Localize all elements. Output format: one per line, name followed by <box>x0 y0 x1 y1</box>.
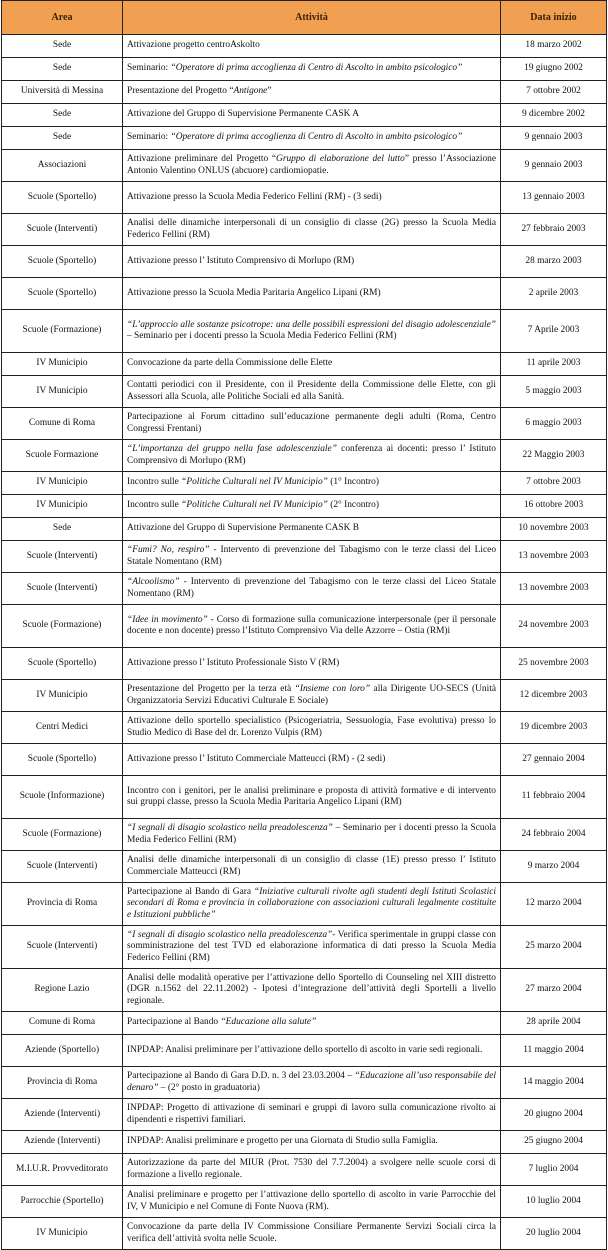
activity-text: “Iniziative culturali rivolte agli studenti degli Istituti Scolastici secondari di Roma e provincia in collaborazione con associazioni culturali legalmente costituite e Istituzioni pubbliche” <box>127 887 497 920</box>
cell-activity <box>123 376 501 408</box>
cell-activity <box>123 58 501 81</box>
cell-activity <box>123 81 501 104</box>
cell-area: Aziende (Interventi) <box>2 1131 123 1154</box>
cell-activity <box>123 605 501 648</box>
activity-text: Contatti periodici con il Presidente, con il Presidente della Commissione delle Elette, con gli Assessori alla Scuola, alle Politiche Sociali ed alla Sanità. <box>127 380 496 402</box>
cell-area: Scuole (Sportello) <box>2 744 123 776</box>
cell-activity <box>123 776 501 819</box>
cell-activity <box>123 680 501 712</box>
cell-area: Sede <box>2 518 123 541</box>
cell-area: Provincia di Roma <box>2 883 123 926</box>
cell-date: 24 febbraio 2004 <box>501 819 607 851</box>
cell-area: IV Municipio <box>2 495 123 518</box>
activity-text: Attivazione dello sportello specialistico (Psicogeriatria, Sessuologia, Fase evolutiva) presso lo Studio Medico di Base del dr. Lorenzo Vulpis (RM) <box>127 716 496 738</box>
cell-activity <box>123 1131 501 1154</box>
table-body <box>2 35 607 1250</box>
cell-area: Comune di Roma <box>2 1012 123 1035</box>
activity-text: INPDAP: Progetto di attivazione di seminari e gruppi di lavoro sulla comunicazione rivolto ai dipendenti e rispettivi familiari. <box>127 1103 496 1125</box>
cell-area: IV Municipio <box>2 680 123 712</box>
cell-date: 24 novembre 2003 <box>501 605 607 648</box>
activity-text: Gruppo di elaborazione del lutto <box>276 154 405 165</box>
cell-date: 6 maggio 2003 <box>501 408 607 440</box>
activity-text: – (2° posto in graduatoria) <box>158 1082 260 1093</box>
activity-text: “Politiche Culturali nel IV Municipio” <box>181 477 328 488</box>
activity-text: Autorizzazione da parte del MIUR (Prot. 7530 del 7.7.2004) a svolgere nelle scuole corsi di formazione a livello regionale. <box>127 1158 496 1180</box>
activity-text: Convocazione da parte della Commissione delle Elette <box>127 358 333 369</box>
activity-text: Analisi delle dinamiche interpersonali di un consiglio di classe (1E) presso presso l’ Istituto Commerciale Matteucci (RM) <box>127 855 496 877</box>
cell-area: Scuole (Sportello) <box>2 648 123 680</box>
cell-activity <box>123 541 501 573</box>
activity-text: Attivazione presso l’ Istituto Professionale Sisto V (RM) <box>127 657 340 668</box>
table-row <box>2 495 607 518</box>
cell-date: 9 dicembre 2002 <box>501 104 607 127</box>
cell-activity <box>123 353 501 376</box>
cell-area: Scuole (Informazione) <box>2 776 123 819</box>
activity-text: “Operatore di prima accoglienza di Centro di Ascolto in ambito psicologico” <box>170 63 463 74</box>
activity-text: – Seminario per i docenti presso la Scuola Media Federico Fellini (RM) <box>127 331 397 341</box>
activity-text: - Corso di formazione sulla comunicazione interpersonale (per il personale docente e non docente) presso l’Istituto Comprensivo Via delle Azzorre – Ostia (RM)i <box>127 614 496 636</box>
table-row <box>2 1099 607 1131</box>
table-row <box>2 573 607 605</box>
cell-area: Scuole (Sportello) <box>2 182 123 214</box>
table-row <box>2 1035 607 1067</box>
table-row <box>2 712 607 744</box>
table-row <box>2 648 607 680</box>
table-row <box>2 104 607 127</box>
table-row <box>2 81 607 104</box>
table-row <box>2 182 607 214</box>
table-row <box>2 150 607 182</box>
activity-text: - Verifica sperimentale in gruppi classe con somministrazione del test TVD ed elaborazione informatica di dati presso la Scuola Media Federico Fellini (RM) <box>127 930 496 963</box>
cell-date: 20 giugno 2004 <box>501 1099 607 1131</box>
activity-text: Attivazione presso la Scuola Media Paritaria Angelico Lipani (RM) <box>127 287 381 298</box>
cell-area: Scuole (Interventi) <box>2 926 123 969</box>
cell-date: 7 Aprile 2003 <box>501 310 607 353</box>
table-row <box>2 1131 607 1154</box>
activity-text: Attivazione progetto centroAskolto <box>127 40 260 51</box>
activity-text: Attivazione presso l’ Istituto Comprensivo di Morlupo (RM) <box>127 255 355 266</box>
table-row <box>2 35 607 58</box>
activity-text: Incontro sulle <box>127 500 182 511</box>
cell-activity <box>123 1067 501 1099</box>
cell-activity <box>123 1035 501 1067</box>
activity-text: Attivazione presso la Scuola Media Federico Fellini (RM) - (3 sedi) <box>127 191 382 202</box>
table-row <box>2 851 607 883</box>
activity-text: ” presso l’Associazione Antonio Valentino ONLUS (abcuore) cardiomiopatie. <box>127 154 497 176</box>
cell-date: 28 aprile 2004 <box>501 1012 607 1035</box>
activity-text: Presentazione del Progetto “ <box>127 86 234 97</box>
table-row <box>2 214 607 246</box>
activity-text: “I segnali di disagio scolastico nella preadolescenza” <box>127 930 333 941</box>
cell-date: 9 gennaio 2003 <box>501 150 607 182</box>
cell-date: 13 novembre 2003 <box>501 541 607 573</box>
cell-area: Aziende (Interventi) <box>2 1099 123 1131</box>
cell-date: 14 maggio 2004 <box>501 1067 607 1099</box>
cell-date: 12 marzo 2004 <box>501 883 607 926</box>
cell-activity <box>123 127 501 150</box>
table-row <box>2 969 607 1012</box>
cell-date: 27 gennaio 2004 <box>501 744 607 776</box>
cell-activity <box>123 573 501 605</box>
table-row <box>2 605 607 648</box>
header-date: Data inizio <box>501 1 607 35</box>
cell-date: 7 ottobre 2003 <box>501 472 607 495</box>
table-row <box>2 1154 607 1186</box>
cell-date: 25 novembre 2003 <box>501 648 607 680</box>
cell-area: Sede <box>2 104 123 127</box>
table-row <box>2 58 607 81</box>
cell-area: Parrocchie (Sportello) <box>2 1186 123 1218</box>
activity-text: “Educazione alla salute” <box>220 1017 317 1028</box>
cell-area: Scuole (Formazione) <box>2 310 123 353</box>
cell-area: Scuole (Interventi) <box>2 573 123 605</box>
cell-date: 7 luglio 2004 <box>501 1154 607 1186</box>
cell-date: 9 marzo 2004 <box>501 851 607 883</box>
cell-area: Scuole Formazione <box>2 440 123 472</box>
cell-area: Comune di Roma <box>2 408 123 440</box>
table-row <box>2 926 607 969</box>
activity-text: Seminario: <box>127 132 171 143</box>
activity-text: Presentazione del Progetto per la terza età <box>127 684 295 695</box>
table-header-row <box>2 1 607 35</box>
cell-activity <box>123 1012 501 1035</box>
cell-area: Provincia di Roma <box>2 1067 123 1099</box>
cell-area: IV Municipio <box>2 376 123 408</box>
header-area: Area <box>2 1 123 35</box>
cell-date: 22 Maggio 2003 <box>501 440 607 472</box>
cell-area: Scuole (Sportello) <box>2 246 123 278</box>
table-row <box>2 1186 607 1218</box>
cell-date: 20 luglio 2004 <box>501 1218 607 1250</box>
activity-text: Partecipazione al Bando <box>127 1017 221 1028</box>
cell-activity <box>123 150 501 182</box>
activity-text: Analisi preliminare e progetto per l’attivazione dello sportello di ascolto in varie Parrocchie del IV, V Municipio e nel Comune di Fonte Nuova (RM). <box>127 1190 496 1212</box>
cell-area: IV Municipio <box>2 353 123 376</box>
activity-text: “Educazione all’uso responsabile del denaro” <box>127 1071 496 1093</box>
activity-text: Partecipazione al Forum cittadino sull’educazione permanente degli adulti (Roma, Centro Congressi Frentani) <box>127 412 496 434</box>
cell-activity <box>123 495 501 518</box>
table-row <box>2 1012 607 1035</box>
cell-area: Scuole (Interventi) <box>2 541 123 573</box>
activity-table <box>1 0 607 1250</box>
cell-activity <box>123 712 501 744</box>
activity-text: “I segnali di disagio scolastico nella preadolescenza” <box>127 823 333 834</box>
table-row <box>2 353 607 376</box>
cell-area: Scuole (Formazione) <box>2 819 123 851</box>
cell-area: Centri Medici <box>2 712 123 744</box>
table-row <box>2 744 607 776</box>
table-row <box>2 1218 607 1250</box>
cell-area: Sede <box>2 35 123 58</box>
cell-date: 10 novembre 2003 <box>501 518 607 541</box>
cell-activity <box>123 278 501 310</box>
cell-activity <box>123 246 501 278</box>
activity-text: – Seminario per i docenti presso la Scuola Media Federico Fellini (RM) <box>127 823 496 845</box>
table-row <box>2 680 607 712</box>
table-row <box>2 278 607 310</box>
cell-date: 27 marzo 2004 <box>501 969 607 1012</box>
cell-date: 5 maggio 2003 <box>501 376 607 408</box>
cell-activity <box>123 35 501 58</box>
activity-text: Antigone <box>233 86 268 97</box>
cell-activity <box>123 1154 501 1186</box>
header-activity: Attività <box>123 1 501 35</box>
cell-activity <box>123 104 501 127</box>
table-row <box>2 1067 607 1099</box>
table-row <box>2 376 607 408</box>
cell-date: 10 luglio 2004 <box>501 1186 607 1218</box>
activity-text: Incontro sulle <box>127 477 182 488</box>
cell-area: IV Municipio <box>2 472 123 495</box>
table-row <box>2 819 607 851</box>
cell-date: 13 gennaio 2003 <box>501 182 607 214</box>
cell-date: 11 febbraio 2004 <box>501 776 607 819</box>
cell-area: Regione Lazio <box>2 969 123 1012</box>
cell-date: 9 gennaio 2003 <box>501 127 607 150</box>
cell-activity <box>123 310 501 353</box>
cell-area: Associazioni <box>2 150 123 182</box>
cell-activity <box>123 744 501 776</box>
activity-text: Attivazione presso l’ Istituto Commerciale Matteucci (RM) - (2 sedi) <box>127 753 386 764</box>
activity-text: - Intervento di prevenzione del Tabagismo con le terze classi del Liceo Statale Nomentano (RM) <box>127 577 496 599</box>
cell-activity <box>123 408 501 440</box>
cell-activity <box>123 648 501 680</box>
cell-activity <box>123 518 501 541</box>
cell-date: 25 giugno 2004 <box>501 1131 607 1154</box>
table-row <box>2 472 607 495</box>
table-row <box>2 541 607 573</box>
cell-activity <box>123 440 501 472</box>
activity-text: Incontro con i genitori, per le analisi preliminare e proposta di attività formative e di intervento sui gruppi classe, presso la Scuola Media Paritaria Angelico Lipani (RM) <box>127 785 496 807</box>
cell-date: 19 dicembre 2003 <box>501 712 607 744</box>
activity-text: conferenza ai docenti: presso l’ Istituto Comprensivo di Morlupo (RM) <box>127 444 496 466</box>
cell-date: 18 marzo 2002 <box>501 35 607 58</box>
cell-area: Scuole (Interventi) <box>2 851 123 883</box>
cell-activity <box>123 926 501 969</box>
activity-text: “Idee in movimento” <box>127 614 208 625</box>
cell-activity <box>123 1218 501 1250</box>
table-row <box>2 408 607 440</box>
table-row <box>2 518 607 541</box>
cell-date: 7 ottobre 2002 <box>501 81 607 104</box>
cell-activity <box>123 1099 501 1131</box>
activity-text: INPDAP: Analisi preliminare e progetto per una Giornata di Studio sulla Famiglia. <box>127 1136 438 1147</box>
cell-date: 27 febbraio 2003 <box>501 214 607 246</box>
cell-area: Scuole (Interventi) <box>2 214 123 246</box>
activity-text: alla Dirigente UO-SECS (Unità Organizzatoria Servizi Educativi Culturale E Sociale) <box>127 684 496 706</box>
cell-date: 19 giugno 2002 <box>501 58 607 81</box>
cell-date: 11 aprile 2003 <box>501 353 607 376</box>
cell-area: IV Municipio <box>2 1218 123 1250</box>
activity-text: Analisi delle modalità operative per l’attivazione dello Sportello di Counseling nel XIII distretto (DGR n.1562 del 22.11.2002) - Ipotesi d’integrazione dell’attività degli Sportelli a livello regionale. <box>127 973 496 1006</box>
table-row <box>2 127 607 150</box>
table-row <box>2 246 607 278</box>
cell-activity <box>123 182 501 214</box>
table-row <box>2 310 607 353</box>
activity-text: Partecipazione al Bando di Gara D.D. n. 3 del 23.03.2004 – <box>127 1071 355 1082</box>
activity-text: Convocazione da parte della IV Commissione Consiliare Permanente Servizi Sociali circa la verifica dell’attività svolta nelle Scuole. <box>127 1222 496 1244</box>
activity-text: Seminario: <box>127 63 171 74</box>
cell-date: 13 novembre 2003 <box>501 573 607 605</box>
cell-area: Università di Messina <box>2 81 123 104</box>
activity-text: ” <box>267 86 272 97</box>
activity-text: - Intervento di prevenzione del Tabagismo con le terze classi del Liceo Statale Nomentano (RM) <box>127 545 497 567</box>
activity-text: Analisi delle dinamiche interpersonali di un consiglio di classe (2G) presso la Scuola Media Federico Fellini (RM) <box>127 218 496 240</box>
cell-date: 12 dicembre 2003 <box>501 680 607 712</box>
cell-activity <box>123 472 501 495</box>
activity-text: Attivazione preliminare del Progetto “ <box>127 154 277 165</box>
activity-text: Attivazione del Gruppo di Supervisione Permanente CASK B <box>127 523 359 534</box>
table-row <box>2 440 607 472</box>
cell-activity <box>123 969 501 1012</box>
cell-activity <box>123 819 501 851</box>
activity-text: “Alcoolismo” <box>127 577 180 588</box>
cell-date: 28 marzo 2003 <box>501 246 607 278</box>
cell-date: 16 ottobre 2003 <box>501 495 607 518</box>
activity-text: (1° Incontro) <box>327 477 379 488</box>
cell-date: 25 marzo 2004 <box>501 926 607 969</box>
cell-area: Sede <box>2 127 123 150</box>
cell-activity <box>123 214 501 246</box>
cell-area: Aziende (Sportello) <box>2 1035 123 1067</box>
activity-text: “Insieme con loro” <box>294 684 371 695</box>
activity-text: “Operatore di prima accoglienza di Centro di Ascolto in ambito psicologico” <box>170 132 463 143</box>
cell-date: 2 aprile 2003 <box>501 278 607 310</box>
activity-text: “L’importanza del gruppo nella fase adolescenziale” <box>127 444 337 455</box>
cell-date: 11 maggio 2004 <box>501 1035 607 1067</box>
cell-activity <box>123 851 501 883</box>
cell-area: Sede <box>2 58 123 81</box>
cell-area: Scuole (Sportello) <box>2 278 123 310</box>
table-row <box>2 883 607 926</box>
activity-text: INPDAP: Analisi preliminare per l’attivazione dello sportello di ascolto in varie sedi regionali. <box>127 1044 483 1055</box>
activity-text: Attivazione del Gruppo di Supervisione Permanente CASK A <box>127 109 359 120</box>
cell-area: Scuole (Formazione) <box>2 605 123 648</box>
cell-area: M.I.U.R. Provveditorato <box>2 1154 123 1186</box>
cell-activity <box>123 883 501 926</box>
activity-text: “Fumi? No, respiro” <box>127 545 210 556</box>
activity-text: Partecipazione al Bando di Gara <box>127 887 255 898</box>
activity-text: “Politiche Culturali nel IV Municipio” <box>181 500 328 511</box>
cell-activity <box>123 1186 501 1218</box>
activity-text: “L’approccio alle sostanze psicotrope: una delle possibili espressioni del disagio adolescenziale” <box>127 319 496 330</box>
activity-text: (2° Incontro) <box>327 500 379 511</box>
table-row <box>2 776 607 819</box>
